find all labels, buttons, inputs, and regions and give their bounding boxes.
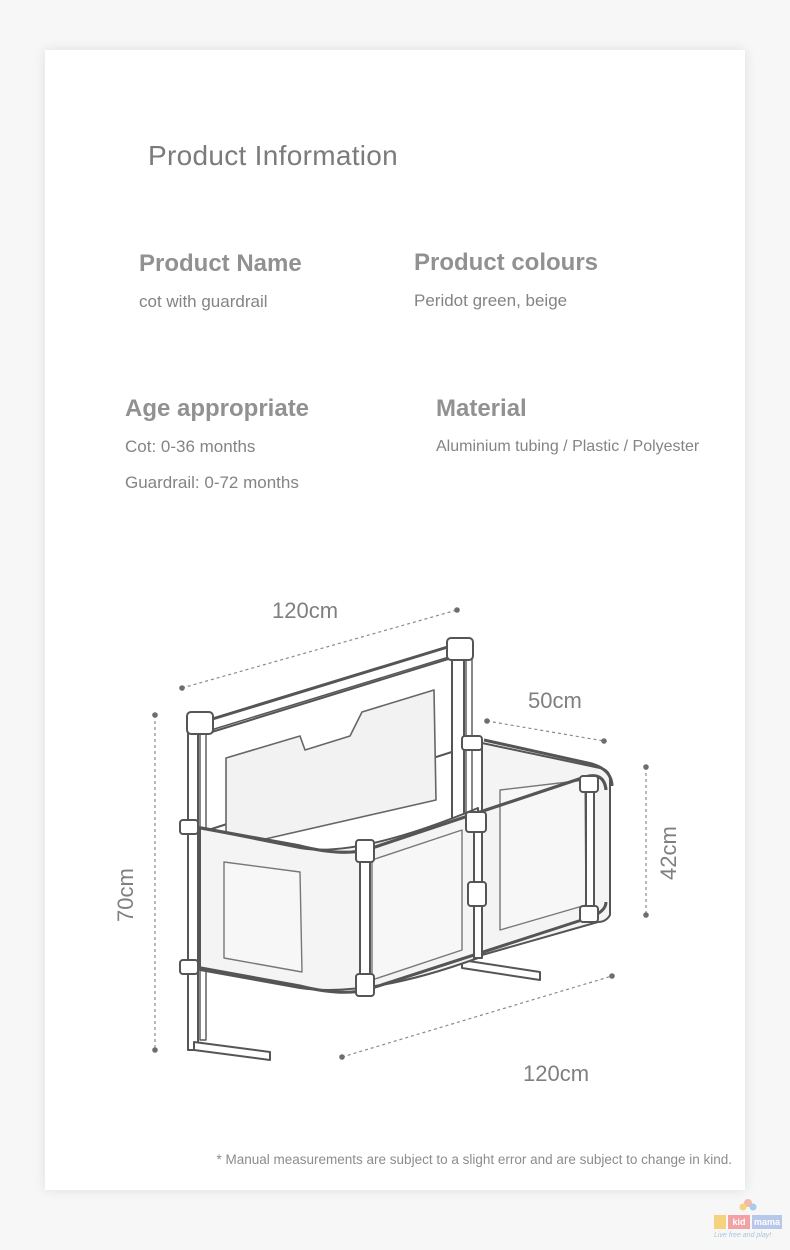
top-length-label: 120cm	[272, 598, 339, 623]
product-name-value: cot with guardrail	[139, 292, 268, 311]
material-value: Aluminium tubing / Plastic / Polyester	[436, 438, 700, 455]
brand-logo	[712, 1195, 786, 1247]
balloon-icon	[712, 1195, 786, 1215]
product-colours-label: Product colours	[414, 249, 599, 276]
cot-dimension-diagram	[0, 590, 790, 1110]
product-colours-value: Peridot green, beige	[414, 291, 568, 310]
depth-dim-line	[487, 721, 604, 741]
age-guardrail-value: Guardrail: 0-72 months	[125, 473, 299, 492]
age-cot-value: Cot: 0-36 months	[125, 437, 256, 456]
depth-label: 50cm	[528, 688, 582, 713]
logo-brand-mama: mama	[753, 1217, 780, 1227]
page-title: Product Information	[148, 140, 399, 171]
logo-tagline: Live free and play!	[714, 1232, 772, 1239]
product-name-label: Product Name	[139, 250, 302, 277]
bottom-length-dim-line	[342, 976, 612, 1057]
logo-block-yellow	[714, 1215, 726, 1229]
logo-brand-kid: kid	[728, 1215, 750, 1229]
material-label: Material	[436, 395, 527, 422]
cot-height-label: 42cm	[656, 826, 681, 880]
bottom-length-label: 120cm	[523, 1061, 590, 1086]
total-height-label: 70cm	[113, 868, 138, 922]
age-label: Age appropriate	[125, 395, 310, 422]
measurement-footnote: * Manual measurements are subject to a slight error and are subject to change in kind.	[216, 1152, 732, 1167]
